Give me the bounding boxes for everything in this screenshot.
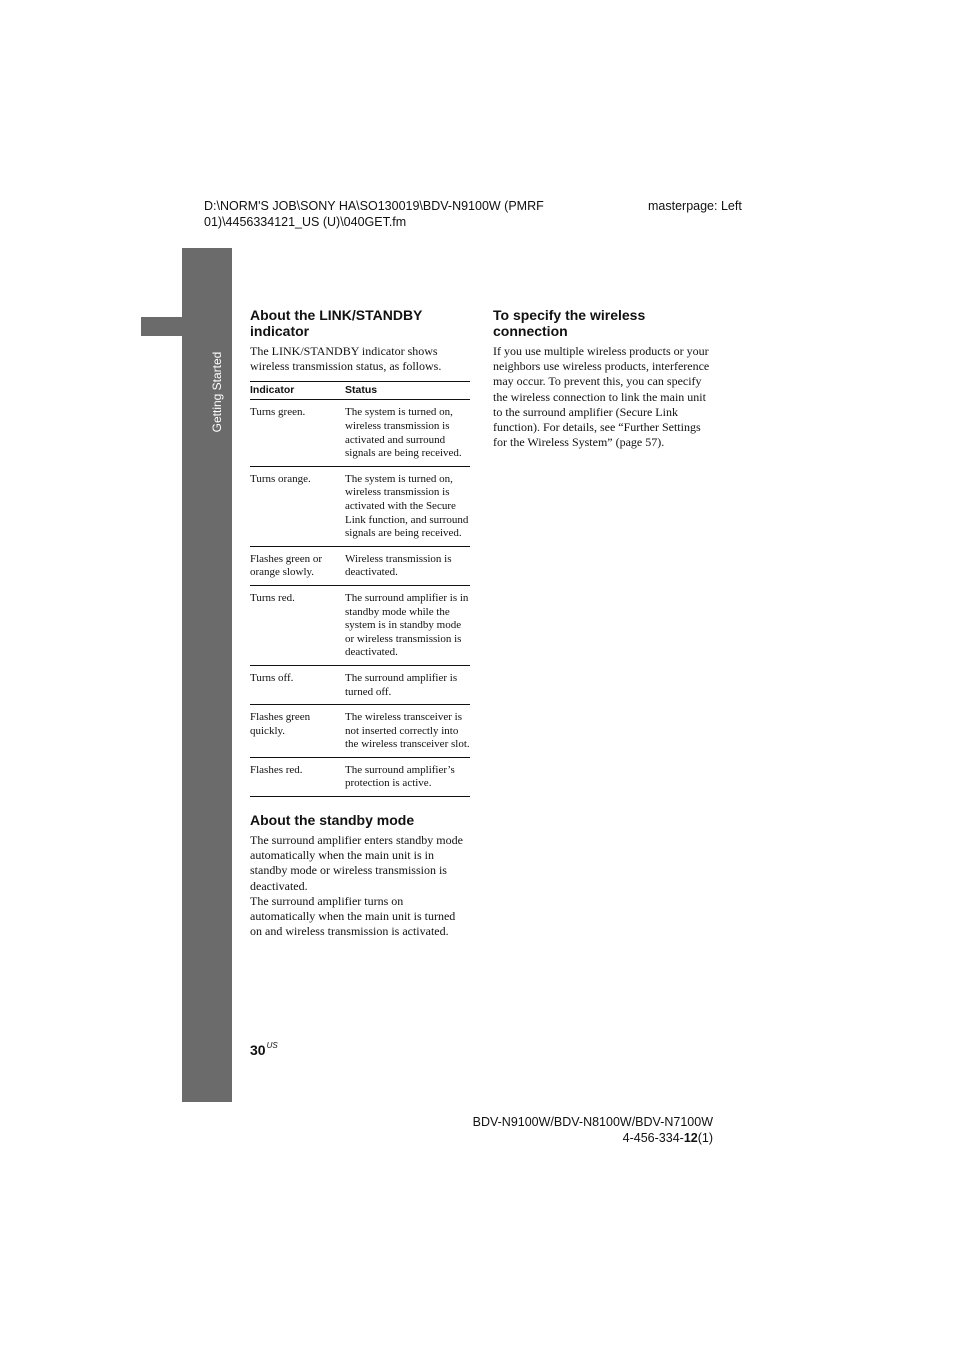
table-row [250, 757, 470, 796]
status-cell: The system is turned on, wireless transmission is activated and surround signals are being received. [345, 400, 470, 466]
table-row [250, 546, 470, 585]
status-cell: The surround amplifier is in standby mode while the system is in standby mode or wireless transmission is deactivated. [345, 585, 470, 665]
link-standby-section [250, 307, 470, 797]
table-header-row [250, 382, 470, 400]
status-column-header: Status [345, 382, 470, 400]
footer-code-suffix: (1) [697, 1131, 713, 1145]
indicator-cell: Turns off. [250, 665, 345, 704]
indicator-cell: Flashes red. [250, 757, 345, 796]
page-number-value: 30 [250, 1042, 266, 1058]
status-cell: The surround amplifier is turned off. [345, 665, 470, 704]
indicator-cell: Flashes green or orange slowly. [250, 546, 345, 585]
masterpage-label: masterpage: Left [648, 199, 742, 213]
footer-models: BDV-N9100W/BDV-N8100W/BDV-N7100W [472, 1115, 713, 1129]
file-path-header: D:\NORM'S JOB\SONY HA\SO130019\BDV-N9100W (PMRF 01)\4456334121_US (U)\040GET.fm [204, 199, 544, 229]
table-row [250, 665, 470, 704]
section-tab-label: Getting Started [210, 351, 224, 433]
link-standby-intro: The LINK/STANDBY indicator shows wireless transmission status, as follows. [250, 344, 442, 374]
footer-code-prefix: 4-456-334- [622, 1131, 684, 1145]
status-cell: The wireless transceiver is not inserted correctly into the wireless transceiver slot. [345, 705, 470, 758]
indicator-cell: Turns green. [250, 400, 345, 466]
standby-mode-paragraph-1: The surround amplifier enters standby mode automatically when the main unit is in standby mode or wireless transmission is deactivated. [250, 833, 463, 893]
footer-code [440, 1130, 713, 1146]
left-column [250, 307, 470, 939]
table-row [250, 400, 470, 466]
status-cell: Wireless transmission is deactivated. [345, 546, 470, 585]
footer [440, 1114, 713, 1146]
table-row [250, 705, 470, 758]
indicator-cell: Flashes green quickly. [250, 705, 345, 758]
page-region-suffix: US [266, 1041, 278, 1050]
indicator-cell: Turns orange. [250, 466, 345, 546]
side-thumb-bar [182, 248, 232, 1102]
link-standby-heading: About the LINK/STANDBY indicator [250, 307, 423, 339]
side-thumb-tab [141, 317, 182, 336]
table-row [250, 585, 470, 665]
wireless-connection-heading: To specify the wireless connection [493, 307, 646, 339]
wireless-connection-body: If you use multiple wireless products or your neighbors use wireless products, interference may occur. To prevent this, you can specify the wireless connection to link the main unit to the surround amplifier (Secure Link function). For details, see “Further Settings for the Wireless System” (page 57). [493, 344, 710, 450]
indicator-cell: Turns red. [250, 585, 345, 665]
status-cell: The surround amplifier’s protection is active. [345, 757, 470, 796]
indicator-column-header: Indicator [250, 382, 345, 400]
table-row [250, 466, 470, 546]
right-column [493, 307, 715, 450]
indicator-status-table [250, 381, 470, 797]
footer-code-bold: 12 [683, 1131, 698, 1145]
standby-mode-paragraph-2: The surround amplifier turns on automatically when the main unit is turned on and wireless transmission is activated. [250, 893, 456, 939]
standby-mode-section [250, 812, 470, 939]
page-number [250, 1041, 278, 1058]
status-cell: The system is turned on, wireless transmission is activated with the Secure Link function, and surround signals are being received. [345, 466, 470, 546]
standby-mode-heading: About the standby mode [250, 812, 415, 829]
